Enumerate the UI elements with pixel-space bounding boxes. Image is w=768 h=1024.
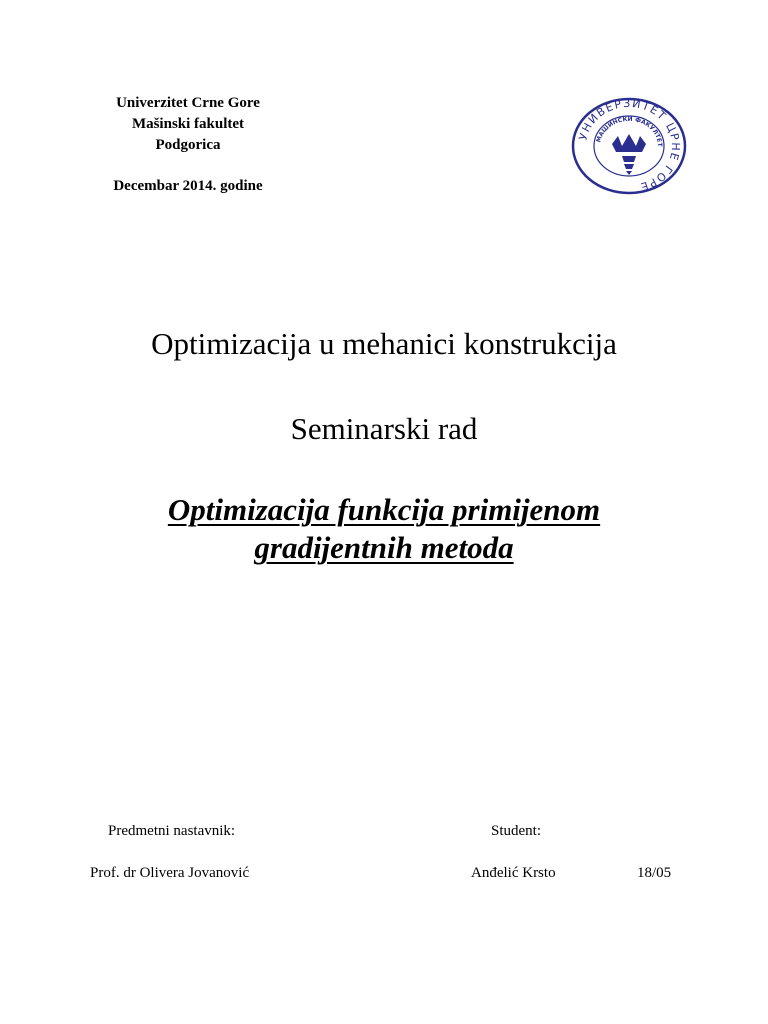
topic-title (0, 491, 768, 567)
seal-ring-text: УНИВЕРЗИТЕТ ЦРНЕ ГОРЕ (576, 96, 683, 194)
seal-emblem (612, 134, 646, 175)
university-seal-icon (570, 96, 688, 196)
student-index: 18/05 (637, 865, 672, 881)
teacher-name: Prof. dr Olivera Jovanović (90, 865, 250, 881)
student-label: Student: (491, 823, 542, 839)
city-name: Podgorica (155, 137, 221, 153)
university-name: Univerzitet Crne Gore (116, 95, 260, 111)
seal-inner-text: МАШИНСКИ ФАКУЛТЕТ (595, 115, 664, 147)
teacher-label: Predmetni nastavnik: (108, 823, 236, 839)
course-title: Optimizacija u mehanici konstrukcija (151, 326, 617, 361)
institution-block (88, 93, 288, 197)
topic-line-2: gradijentnih metoda (254, 530, 514, 565)
student-name: Anđelić Krsto (471, 865, 556, 881)
topic-line-1: Optimizacija funkcija primijenom (167, 492, 601, 527)
document-date: Decembar 2014. godine (113, 178, 263, 194)
faculty-name: Mašinski fakultet (131, 116, 245, 132)
work-type: Seminarski rad (290, 411, 478, 446)
